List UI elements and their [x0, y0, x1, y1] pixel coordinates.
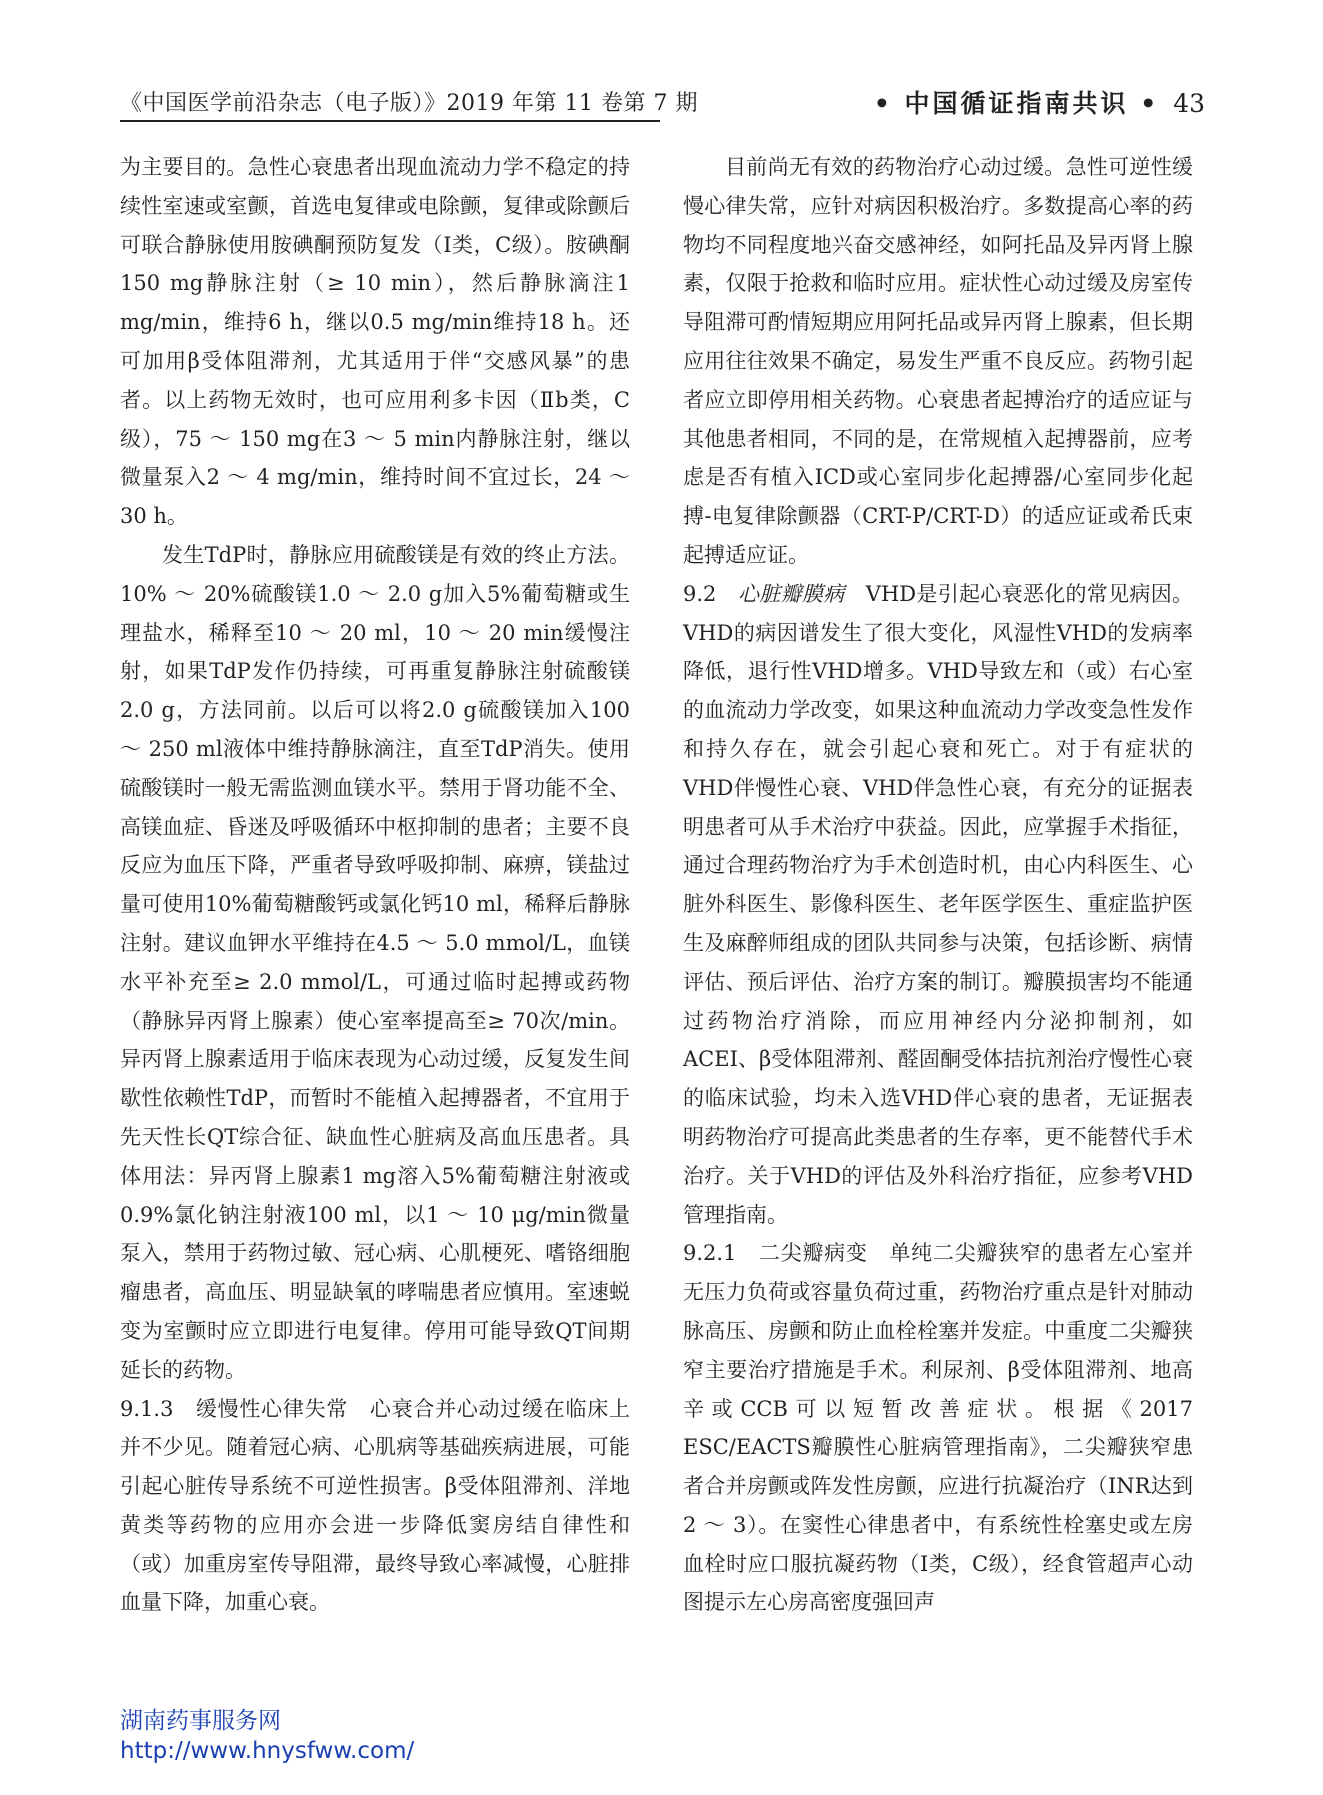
footer-site-name: 湖南药事服务网 — [120, 1708, 281, 1734]
right-column — [683, 148, 1193, 1622]
section-9-1-3 — [120, 1390, 630, 1623]
footer-site-url[interactable]: http://www.hnysfww.com/ — [120, 1738, 415, 1764]
header-rule — [120, 120, 660, 122]
journal-header: 《中国医学前沿杂志（电子版）》2019 年第 11 卷第 7 期 — [120, 91, 698, 116]
section-header — [874, 84, 1205, 120]
paragraph-bradycardia-treatment: 目前尚无有效的药物治疗心动过缓。急性可逆性缓慢心律失常，应针对病因积极治疗。多数提高心率的药物均不同程度地兴奋交感神经，如阿托品及异丙肾上腺素，仅限于抢救和临时应用。症状性心动过缓及房室传导阻滞可酌情短期应用阿托品或异丙肾上腺素，但长期应用往往效果不确定，易发生严重不良反应。药物引起者应立即停用相关药物。心衰患者起搏治疗的适应证与其他患者相同，不同的是，在常规植入起搏器前，应考虑是否有植入ICD或心室同步化起搏器/心室同步化起搏-电复律除颤器（CRT-P/CRT-D）的适应证或希氏束起搏适应证。 — [683, 155, 1193, 567]
left-column — [120, 148, 630, 1622]
section-9-2-number: 9.2 — [683, 581, 738, 606]
section-9-2-1 — [683, 1234, 1193, 1622]
section-9-2-1-title: 9.2.1 二尖瓣病变 — [683, 1241, 868, 1266]
section-9-2 — [683, 575, 1193, 1235]
paragraph-tdp-treatment: 发生TdP时，静脉应用硫酸镁是有效的终止方法。10% ～ 20%硫酸镁1.0 ～ 2.0 g加入5%葡萄糖或生理盐水，稀释至10 ～ 20 ml，10 ～ 20 min缓慢注射，如果TdP发作仍持续，可再重复静脉注射硫酸镁2.0 g，方法同前。以后可以将2.0 g硫酸镁加入100 ～ 250 ml液体中维持静脉滴注，直至TdP消失。使用硫酸镁时一般无需监测血镁水平。禁用于肾功能不全、高镁血症、昏迷及呼吸循环中枢抑制的患者；主要不良反应为血压下降，严重者导致呼吸抑制、麻痹，镁盐过量可使用10%葡萄糖酸钙或氯化钙10 ml，稀释后静脉注射。建议血钾水平维持在4.5 ～ 5.0 mmol/L，血镁水平补充至≥ 2.0 mmol/L，可通过临时起搏或药物（静脉异丙肾上腺素）使心室率提高至≥ 70次/min。异丙肾上腺素适用于临床表现为心动过缓，反复发生间歇性依赖性TdP，而暂时不能植入起搏器者，不宜用于先天性长QT综合征、缺血性心脏病及高血压患者。具体用法：异丙肾上腺素1 mg溶入5%葡萄糖注射液或0.9%氯化钠注射液100 ml，以1 ～ 10 μg/min微量泵入，禁用于药物过敏、冠心病、心肌梗死、嗜铬细胞瘤患者，高血压、明显缺氧的哮喘患者应慎用。室速蜕变为室颤时应立即进行电复律。停用可能导致QT间期延长的药物。 — [120, 542, 630, 1382]
section-9-2-body: VHD是引起心衰恶化的常见病因。VHD的病因谱发生了很大变化，风湿性VHD的发病率降低，退行性VHD增多。VHD导致左和（或）右心室的血流动力学改变，如果这种血流动力学改变急性发作和持久存在，就会引起心衰和死亡。对于有症状的VHD伴慢性心衰、VHD伴急性心衰，有充分的证据表明患者可从手术治疗中获益。因此，应掌握手术指征，通过合理药物治疗为手术创造时机，由心内科医生、心脏外科医生、影像科医生、老年医学医生、重症监护医生及麻醉师组成的团队共同参与决策，包括诊断、病情评估、预后评估、治疗方案的制订。瓣膜损害均不能通过药物治疗消除，而应用神经内分泌抑制剂，如ACEI、β受体阻滞剂、醛固酮受体拮抗剂治疗慢性心衰的临床试验，均未入选VHD伴心衰的患者，无证据表明药物治疗可提高此类患者的生存率，更不能替代手术治疗。关于VHD的评估及外科治疗指征，应参考VHD管理指南。 — [683, 581, 1193, 1227]
page-number: 43 — [1173, 89, 1205, 118]
section-9-1-3-title: 9.1.3 缓慢性心律失常 — [120, 1396, 349, 1421]
section-9-2-title: 心脏瓣膜病 — [738, 581, 845, 606]
section-9-2-1-body: 单纯二尖瓣狭窄的患者左心室并无压力负荷或容量负荷过重，药物治疗重点是针对肺动脉高压、房颤和防止血栓栓塞并发症。中重度二尖瓣狭窄主要治疗措施是手术。利尿剂、β受体阻滞剂、地高辛或CCB可以短暂改善症状。根据《2017 ESC/EACTS瓣膜性心脏病管理指南》，二尖瓣狭窄患者合并房颤或阵发性房颤，应进行抗凝治疗（INR达到2 ～ 3）。在窦性心律患者中，有系统性栓塞史或左房血栓时应口服抗凝药物（Ⅰ类，C级），经食管超声心动图提示左心房高密度强回声 — [683, 1241, 1193, 1615]
section-title: • 中国循证指南共识 • — [873, 89, 1160, 118]
section-9-1-3-body: 心衰合并心动过缓在临床上并不少见。随着冠心病、心肌病等基础疾病进展，可能引起心脏传导系统不可逆性损害。β受体阻滞剂、洋地黄类等药物的应用亦会进一步降低窦房结自律性和（或）加重房室传导阻滞，最终导致心率减慢，心脏排血量下降，加重心衰。 — [120, 1396, 631, 1615]
paragraph-vt-treatment: 为主要目的。急性心衰患者出现血流动力学不稳定的持续性室速或室颤，首选电复律或电除颤，复律或除颤后可联合静脉使用胺碘酮预防复发（Ⅰ类，C级）。胺碘酮150 mg静脉注射（≥ 10 min），然后静脉滴注1 mg/min，维持6 h，继以0.5 mg/min维持18 h。还可加用β受体阻滞剂，尤其适用于伴“交感风暴”的患者。以上药物无效时，也可应用利多卡因（Ⅱb类，C级），75 ～ 150 mg在3 ～ 5 min内静脉注射，继以微量泵入2 ～ 4 mg/min，维持时间不宜过长，24 ～ 30 h。 — [120, 155, 630, 529]
